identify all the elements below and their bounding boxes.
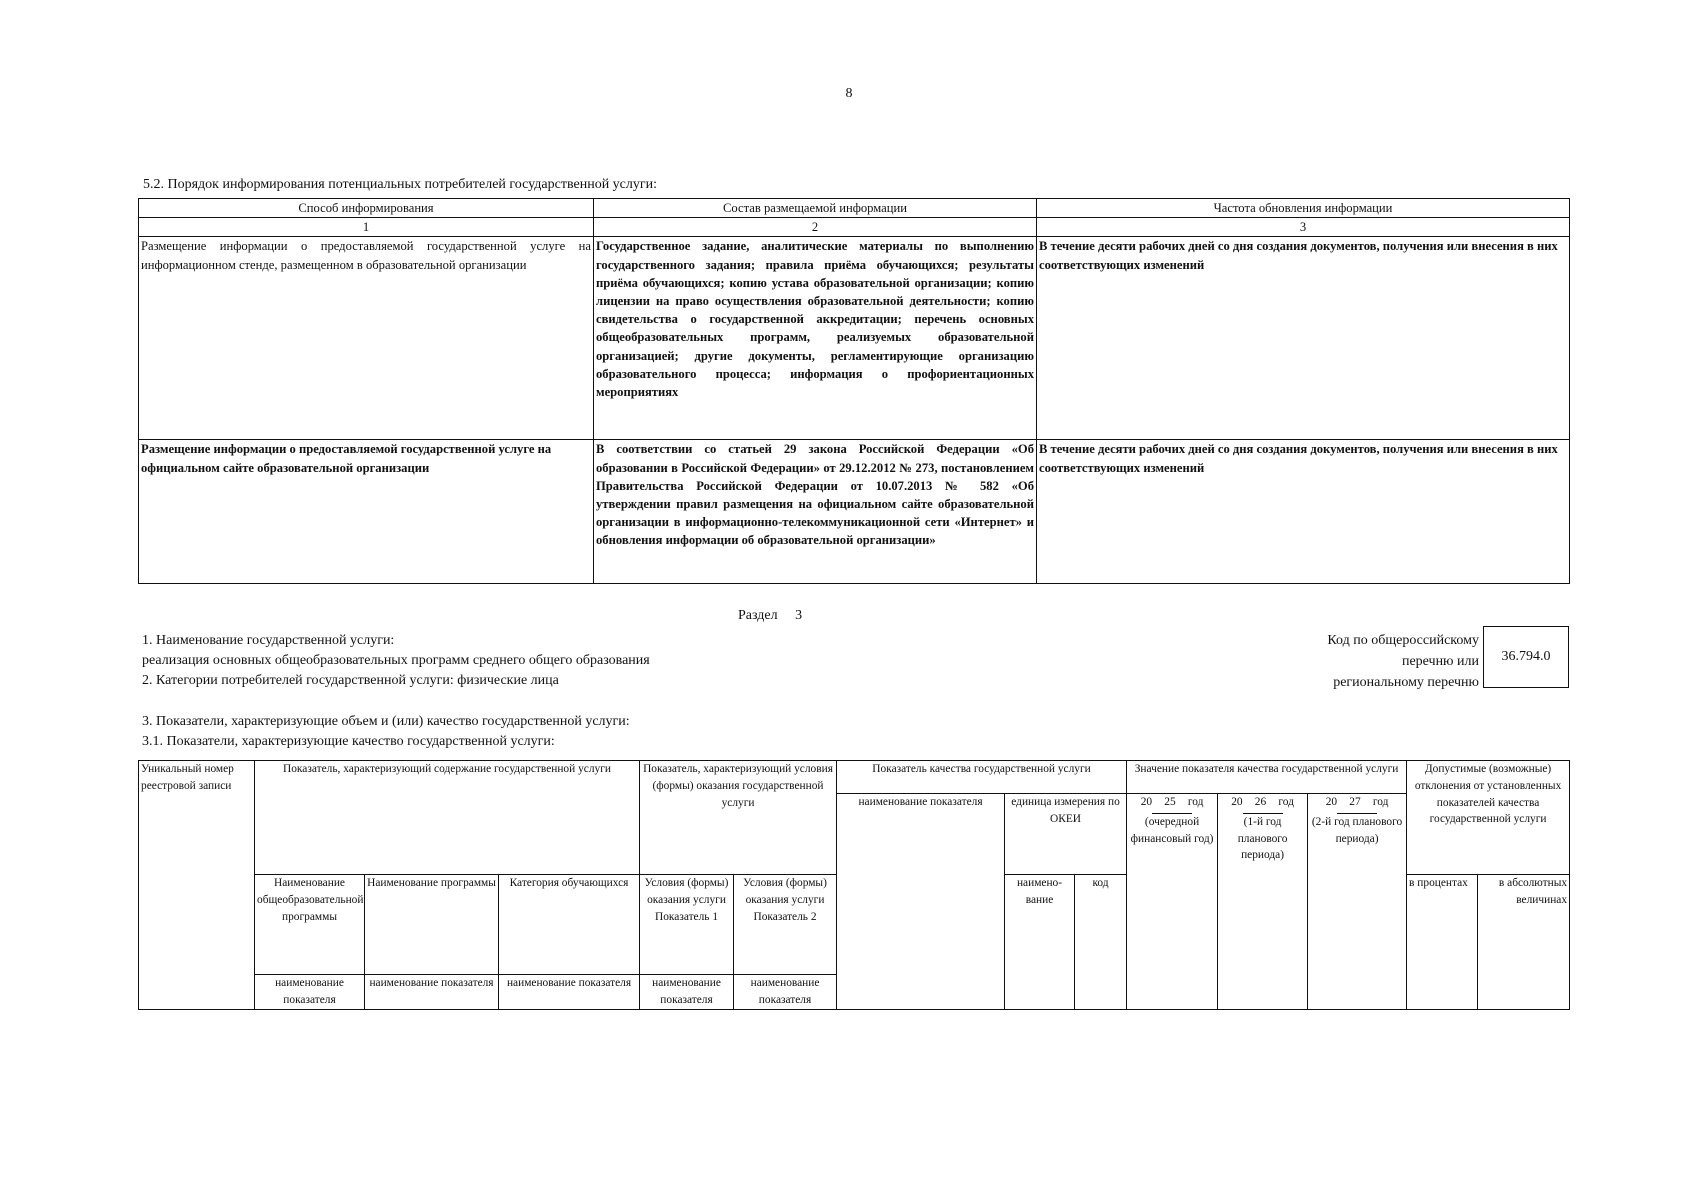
indicator-name-cell: наименование показателя bbox=[255, 975, 365, 1010]
content-cell: Государственное задание, аналитические материалы по выполнению государственного задания; правила приёма обучающихся; результаты приёма обучающихся; копию устава образовательной организации; копию лицензии на право осуществления образовательной деятельности; копию свидетельства о государственной аккредитации; перечень основных общеобразовательных программ, реализуемых образовательной организацией; другие документы, регламентирующие организацию образовательного процесса; информация о профориентационных мероприятиях bbox=[594, 237, 1037, 440]
consumer-category: 2. Категории потребителей государственной услуги: физические лица bbox=[142, 673, 559, 688]
method-cell: Размещение информации о предоставляемой государственной услуге на официальном сайте образовательной организации bbox=[139, 440, 594, 584]
year-prefix: 20 bbox=[1140, 796, 1153, 808]
program-name-header: Наименование программы bbox=[365, 875, 499, 975]
frequency-cell: В течение десяти рабочих дней со дня создания документов, получения или внесения в них соответствующих изменений bbox=[1037, 440, 1570, 584]
column-number-2: 2 bbox=[594, 218, 1037, 237]
year-note: (2-й год планового периода) bbox=[1311, 815, 1403, 845]
unit-okei-header: единица измерения по ОКЕИ bbox=[1005, 794, 1127, 875]
quality-heading: 3.1. Показатели, характеризующие качество государственной услуги: bbox=[142, 734, 555, 749]
year-2-header bbox=[1218, 794, 1308, 1010]
section-label: Раздел bbox=[738, 608, 778, 623]
method-cell: Размещение информации о предоставляемой государственной услуге на информационном стенде, размещенном в образовательной организации bbox=[139, 237, 594, 440]
service-name-label: 1. Наименование государственной услуги: bbox=[142, 633, 395, 648]
indicator-name-cell: наименование показателя bbox=[365, 975, 499, 1010]
quality-table-header-row-1 bbox=[139, 761, 1570, 794]
program-type-header: Наименование общеобразовательной программы bbox=[255, 875, 365, 975]
table-row bbox=[139, 237, 1570, 440]
page-number: 8 bbox=[845, 86, 853, 101]
header-content: Состав размещаемой информации bbox=[594, 199, 1037, 218]
content-cell: В соответствии со статьей 29 закона Российской Федерации «Об образовании в Российской Федерации» от 29.12.2012 № 273, постановлением Правительства Российской Федерации от 10.07.2013 № 582 «Об утверждении правил размещения на официальном сайте образовательной организации в информационно-телекоммуникационной сети «Интернет» и обновления информации об образовательной организации» bbox=[594, 440, 1037, 584]
year-note: (1-й год планового периода) bbox=[1237, 815, 1288, 862]
section-title bbox=[738, 608, 802, 624]
indicator-name-cell: наименование показателя bbox=[499, 975, 640, 1010]
registry-code-label-line: Код по общероссийскому bbox=[1327, 633, 1479, 648]
deviation-header: Допустимые (возможные) отклонения от установленных показателей качества государственной услуги bbox=[1407, 761, 1570, 875]
conditions-indicator-header: Показатель, характеризующий условия (формы) оказания государственной услуги bbox=[640, 761, 837, 875]
condition-1-header: Условия (формы) оказания услуги Показатель 1 bbox=[640, 875, 734, 975]
deviation-percent-header: в процентах bbox=[1407, 875, 1478, 1010]
indicator-name-cell: наименование показателя bbox=[734, 975, 837, 1010]
year-3-title bbox=[1310, 794, 1404, 811]
column-number-1: 1 bbox=[139, 218, 594, 237]
header-method: Способ информирования bbox=[139, 199, 594, 218]
header-frequency: Частота обновления информации bbox=[1037, 199, 1570, 218]
quality-indicators-table bbox=[138, 760, 1570, 1010]
registry-number-header: Уникальный номер реестровой записи bbox=[139, 761, 255, 1010]
quality-value-header: Значение показателя качества государственной услуги bbox=[1127, 761, 1407, 794]
quality-indicator-name-header: наименование показателя bbox=[837, 794, 1005, 1010]
content-indicator-header: Показатель, характеризующий содержание государственной услуги bbox=[255, 761, 640, 875]
informing-table bbox=[138, 198, 1570, 584]
table-row bbox=[139, 440, 1570, 584]
registry-code-label bbox=[1327, 630, 1479, 693]
indicators-heading: 3. Показатели, характеризующие объем и (или) качество государственной услуги: bbox=[142, 714, 630, 729]
year-suffix: год bbox=[1278, 796, 1294, 808]
informing-table-header-row bbox=[139, 199, 1570, 218]
year-value: 26 bbox=[1254, 796, 1267, 808]
year-2-title bbox=[1220, 794, 1305, 811]
year-value: 25 bbox=[1164, 796, 1176, 808]
year-3-header bbox=[1308, 794, 1407, 1010]
year-1-header bbox=[1127, 794, 1218, 1010]
frequency-cell: В течение десяти рабочих дней со дня создания документов, получения или внесения в них соответствующих изменений bbox=[1037, 237, 1570, 440]
unit-name-header: наимено-вание bbox=[1005, 875, 1075, 1010]
registry-code-label-line: региональному перечню bbox=[1333, 675, 1479, 690]
service-name: реализация основных общеобразовательных программ среднего общего образования bbox=[142, 653, 650, 668]
registry-code-box: 36.794.0 bbox=[1483, 626, 1569, 688]
year-prefix: 20 bbox=[1325, 796, 1338, 808]
column-number-3: 3 bbox=[1037, 218, 1570, 237]
year-prefix: 20 bbox=[1231, 796, 1243, 808]
condition-2-header: Условия (формы) оказания услуги Показатель 2 bbox=[734, 875, 837, 975]
deviation-absolute-header: в абсолютных величинах bbox=[1478, 875, 1570, 1010]
year-note: (очередной финансовый год) bbox=[1130, 815, 1214, 845]
section-5-2-heading: 5.2. Порядок информирования потенциальных потребителей государственной услуги: bbox=[143, 177, 658, 192]
student-category-header: Категория обучающихся bbox=[499, 875, 640, 975]
year-suffix: год bbox=[1372, 796, 1389, 808]
year-value: 27 bbox=[1349, 796, 1361, 808]
unit-code-header: код bbox=[1075, 875, 1127, 1010]
year-suffix: год bbox=[1187, 796, 1204, 808]
quality-indicator-header: Показатель качества государственной услуги bbox=[837, 761, 1127, 794]
section-number: 3 bbox=[795, 608, 803, 623]
indicator-name-cell: наименование показателя bbox=[640, 975, 734, 1010]
informing-table-number-row bbox=[139, 218, 1570, 237]
year-1-title bbox=[1129, 794, 1215, 811]
registry-code-label-line: перечню или bbox=[1401, 654, 1479, 669]
